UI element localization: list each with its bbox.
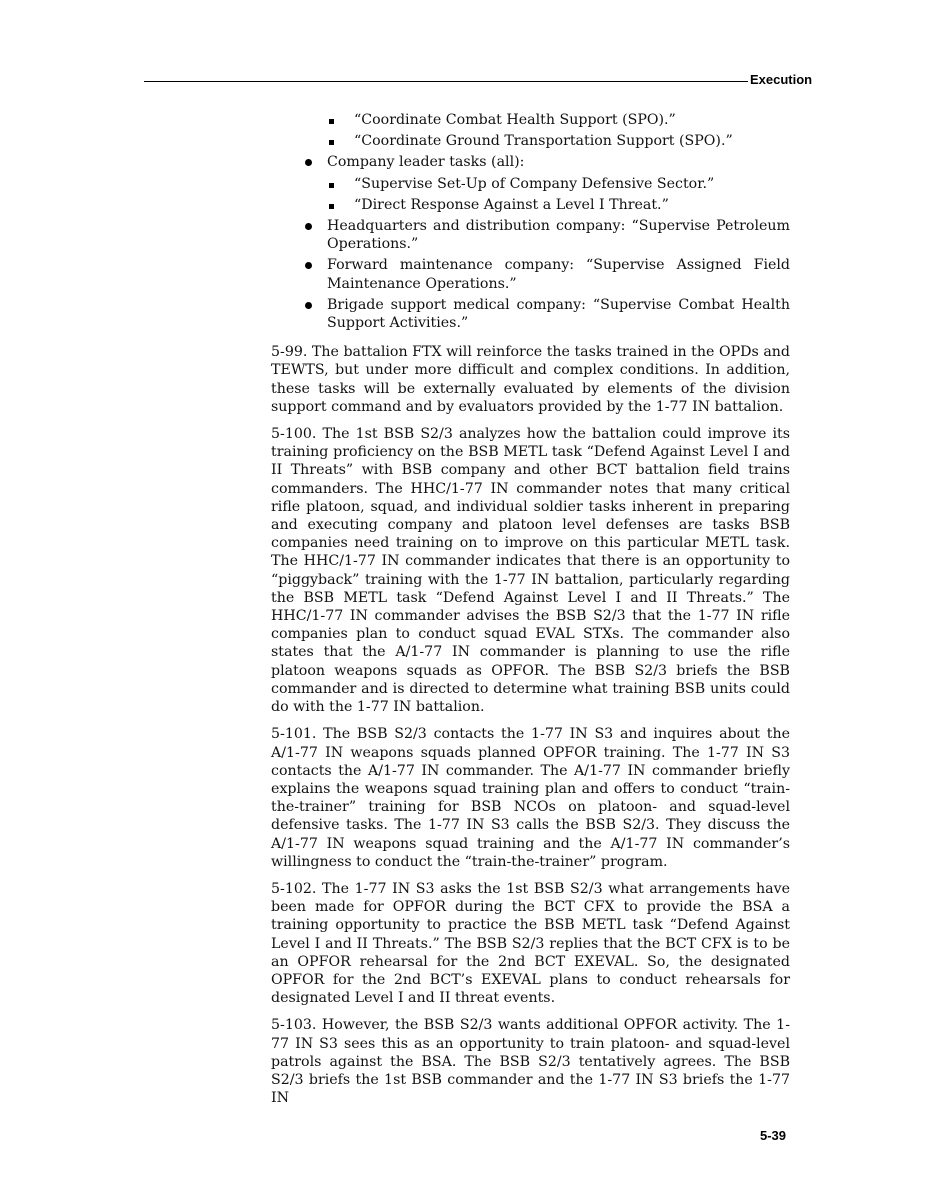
round-bullet-icon	[305, 302, 312, 309]
sub-bullet-item: “Coordinate Ground Transportation Support (SPO).”	[354, 132, 790, 150]
header-title: Execution	[750, 72, 813, 87]
sub-bullet-item: “Supervise Set-Up of Company Defensive Sector.”	[354, 175, 790, 193]
square-bullet-icon	[329, 204, 334, 209]
round-bullet-icon	[305, 223, 312, 230]
paragraph-5-99: 5-99. The battalion FTX will reinforce the tasks trained in the OPDs and TEWTS, but under more difficult and complex conditions. In addition, these tasks will be externally evaluated by elements of the division support command and by evaluators provided by the 1-77 IN battalion.	[271, 344, 790, 415]
sub-bullet-item: “Direct Response Against a Level I Threat.”	[354, 196, 790, 214]
round-bullet-icon	[305, 159, 312, 166]
bullet-item: Company leader tasks (all):	[327, 153, 790, 171]
page-number: 5-39	[760, 1128, 787, 1143]
square-bullet-icon	[329, 140, 334, 145]
header-rule	[144, 81, 748, 82]
paragraph-5-101: 5-101. The BSB S2/3 contacts the 1-77 IN S3 and inquires about the A/1-77 IN weapons squads planned OPFOR training. The 1-77 IN S3 contacts the A/1-77 IN commander. The A/1-77 IN commander briefly explains the weapons squad training plan and offers to conduct “train-the-trainer” training for BSB NCOs on platoon- and squad-level defensive tasks. The 1-77 IN S3 calls the BSB S2/3. They discuss the A/1-77 IN weapons squad training and the A/1-77 IN commander’s willingness to conduct the “train-the-trainer” program.	[271, 726, 790, 870]
bullet-item: Headquarters and distribution company: “Supervise Petroleum Operations.”	[327, 217, 790, 253]
paragraph-5-103: 5-103. However, the BSB S2/3 wants additional OPFOR activity. The 1-77 IN S3 sees this as an opportunity to train platoon- and squad-level patrols against the BSA. The BSB S2/3 tentatively agrees. The BSB S2/3 briefs the 1st BSB commander and the 1-77 IN S3 briefs the 1-77 IN	[271, 1017, 790, 1107]
bullet-item: Brigade support medical company: “Supervise Combat Health Support Activities.”	[327, 296, 790, 332]
sub-bullet-item: “Coordinate Combat Health Support (SPO).”	[354, 111, 790, 129]
bullet-item: Forward maintenance company: “Supervise Assigned Field Maintenance Operations.”	[327, 256, 790, 292]
round-bullet-icon	[305, 262, 312, 269]
paragraph-5-102: 5-102. The 1-77 IN S3 asks the 1st BSB S2/3 what arrangements have been made for OPFOR during the BCT CFX to provide the BSA a training opportunity to practice the BSB METL task “Defend Against Level I and II Threats.” The BSB S2/3 replies that the BCT CFX is to be an OPFOR rehearsal for the 2nd BCT EXEVAL. So, the designated OPFOR for the 2nd BCT’s EXEVAL plans to conduct rehearsals for designated Level I and II threat events.	[271, 880, 790, 1007]
square-bullet-icon	[329, 183, 334, 188]
square-bullet-icon	[329, 119, 334, 124]
paragraph-5-100: 5-100. The 1st BSB S2/3 analyzes how the battalion could improve its training proficiency on the BSB METL task “Defend Against Level I and II Threats” with BSB company and other BCT battalion field trains commanders. The HHC/1-77 IN commander notes that many critical rifle platoon, squad, and individual soldier tasks inherent in preparing and executing company and platoon level defenses are tasks BSB companies need training on to improve on this particular METL task. The HHC/1-77 IN commander indicates that there is an opportunity to “piggyback” training with the 1-77 IN battalion, particularly regarding the BSB METL task “Defend Against Level I and II Threats.” The HHC/1-77 IN commander advises the BSB S2/3 that the 1-77 IN rifle companies plan to conduct squad EVAL STXs. The commander also states that the A/1-77 IN commander is planning to use the rifle platoon weapons squads as OPFOR. The BSB S2/3 briefs the BSB commander and is directed to determine what training BSB units could do with the 1-77 IN battalion.	[271, 426, 790, 716]
page-body	[271, 111, 790, 1107]
